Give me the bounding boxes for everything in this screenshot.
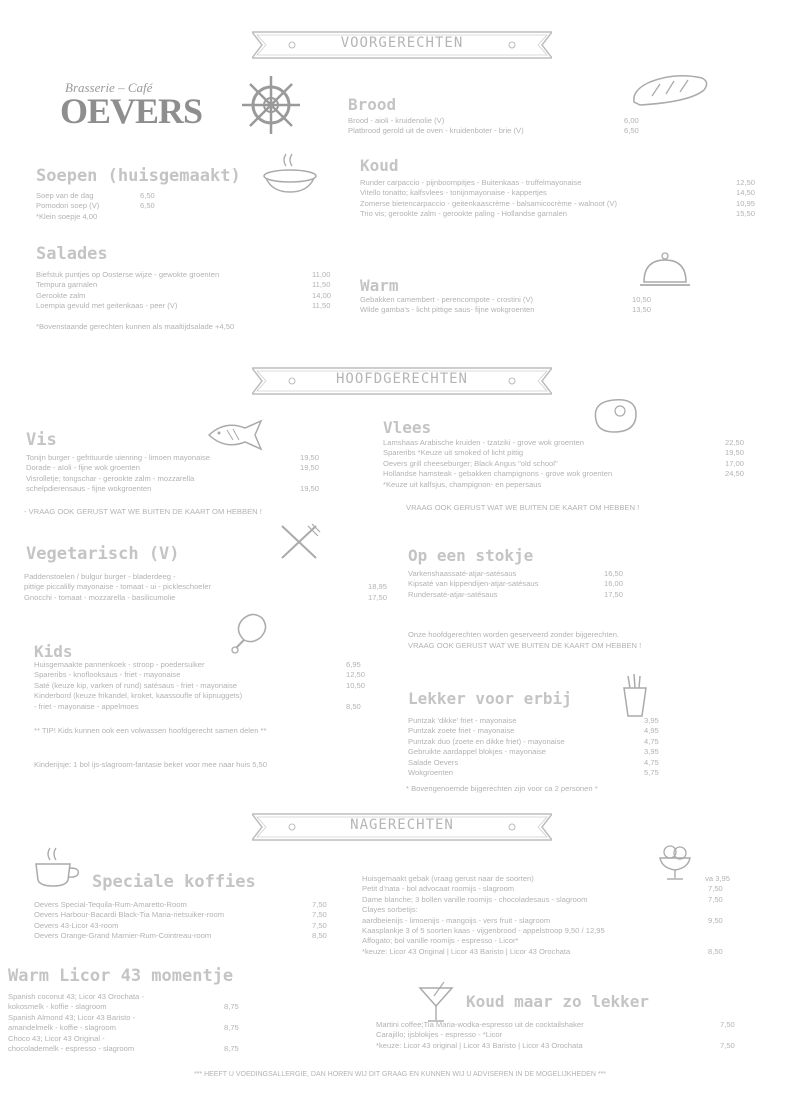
banner-title: HOOFDGERECHTEN bbox=[335, 371, 468, 387]
list-item bbox=[36, 212, 176, 222]
item-name: Biefstuk puntjes op Oosterse wijze - gewokte groenten bbox=[36, 270, 220, 279]
soepen-list bbox=[36, 191, 176, 222]
section-title-soepen: Soepen (huisgemaakt) bbox=[36, 166, 241, 186]
item-name: Wokgroenten bbox=[408, 767, 454, 777]
item-price: 11,50 bbox=[312, 301, 331, 311]
list-item bbox=[34, 931, 344, 941]
item-name: Saté (keuze kip, varken of rund) satésaus - friet - mayonaise bbox=[34, 680, 238, 690]
item-name: schelpdierensaus - fijne wokgroenten bbox=[26, 484, 152, 494]
fries-icon bbox=[620, 672, 650, 718]
list-item bbox=[24, 582, 394, 592]
koud-list bbox=[360, 178, 765, 220]
list-item bbox=[34, 702, 374, 712]
item-name: Loempia gevuld met geitenkaas - peer (V) bbox=[36, 301, 178, 311]
item-name: Gerookte zalm bbox=[36, 290, 86, 300]
list-item bbox=[362, 947, 732, 957]
item-price: 4,75 bbox=[644, 736, 659, 746]
list-item bbox=[24, 593, 394, 603]
list-item bbox=[34, 910, 344, 920]
item-name: Oevers Orange-Grand Marnier-Rum-Cointreau-room bbox=[34, 931, 212, 941]
item-name: Huisgemaakt gebak (vraag gerust naar de soorten) bbox=[362, 874, 534, 883]
item-name: Tonijn burger - gefrituurde uienring - limoen mayonaise bbox=[26, 453, 211, 462]
kids-list bbox=[34, 660, 374, 712]
item-name: Spareribs *Keuze uit smoked of licht pittig bbox=[383, 448, 524, 458]
list-item bbox=[408, 590, 638, 600]
list-item bbox=[36, 191, 176, 201]
banner-nagerechten bbox=[252, 812, 552, 842]
list-item bbox=[36, 291, 341, 301]
list-item bbox=[360, 199, 765, 209]
lekker-note: * Bovengenoemde bijgerechten zijn voor ca 2 personen * bbox=[406, 784, 598, 793]
list-item bbox=[36, 201, 176, 211]
dessert-list bbox=[362, 874, 732, 957]
list-item bbox=[36, 270, 341, 280]
stokje-note-2: VRAAG OOK GERUST WAT WE BUITEN DE KAART OM HEBBEN ! bbox=[408, 641, 642, 650]
section-title-lekker: Lekker voor erbij bbox=[408, 689, 572, 708]
section-title-koudlekker: Koud maar zo lekker bbox=[466, 992, 650, 1011]
list-item bbox=[36, 301, 341, 311]
list-item bbox=[383, 480, 768, 490]
vis-note: - VRAAG OOK GERUST WAT WE BUITEN DE KAART OM HEBBEN ! bbox=[24, 507, 262, 516]
list-item bbox=[383, 438, 768, 448]
item-price: 10,50 bbox=[346, 680, 366, 690]
list-item bbox=[34, 670, 374, 680]
item-price: 8,75 bbox=[224, 1043, 239, 1053]
item-price: 4,95 bbox=[644, 726, 659, 736]
item-price: 7,50 bbox=[720, 1020, 735, 1029]
item-name: Runder carpaccio - pijnboompitjes - Buitenkaas - truffelmayonaise bbox=[360, 178, 582, 187]
item-price: 17,00 bbox=[725, 458, 745, 468]
item-name: Spanish Almond 43; Licor 43 Baristo - bbox=[8, 1012, 136, 1022]
list-item bbox=[8, 1023, 258, 1033]
list-item bbox=[34, 660, 374, 670]
item-name: *Keuze uit kalfsjus, champignon- en pepersaus bbox=[383, 479, 542, 489]
item-name: Kipsaté van kippendijen-atjar-satésaus bbox=[408, 579, 539, 589]
item-price: 19,50 bbox=[300, 463, 320, 473]
list-item bbox=[383, 469, 768, 479]
item-name: Trio vis; gerookte zalm - gerookte paling - Hollandse garnalen bbox=[360, 209, 567, 219]
coffee-cup-icon bbox=[32, 846, 82, 890]
item-price: va 3,95 bbox=[705, 874, 730, 883]
list-item bbox=[376, 1020, 746, 1030]
item-name: Kaasplankje 3 of 5 soorten kaas - vijgenbrood - appelstroop 9,50 / 12,95 bbox=[362, 925, 605, 935]
item-name: Vitello tonatto; kalfsvlees - tonijnmayonaise - kappertjes bbox=[360, 188, 547, 198]
item-name: Gnocchi - tomaat - mozzarella - basilicumolie bbox=[24, 592, 176, 602]
item-price: 8,75 bbox=[224, 1023, 239, 1033]
item-price: 11,50 bbox=[312, 280, 331, 290]
list-item bbox=[348, 116, 648, 126]
item-name: Zomerse bietencarpaccio - geitenkaascrème - balsamicocrème - walnoot (V) bbox=[360, 198, 618, 208]
item-price: 7,50 bbox=[312, 900, 327, 909]
item-name: amandelmelk - koffie - slagroom bbox=[8, 1023, 116, 1033]
item-name: Varkenshaassaté-atjar-satésaus bbox=[408, 569, 517, 578]
item-price: 14,00 bbox=[312, 290, 332, 300]
soup-bowl-icon bbox=[262, 150, 318, 194]
item-name: Huisgemaakte pannenkoek - stroop - poedersuiker bbox=[34, 660, 205, 669]
salades-list bbox=[36, 270, 341, 312]
item-name: - friet - mayonaise - appelmoes bbox=[34, 701, 139, 711]
item-price: 6,00 bbox=[624, 116, 639, 125]
item-price: 8,50 bbox=[312, 931, 327, 941]
item-name: Puntzak duo (zoete en dikke friet) - mayonaise bbox=[408, 736, 565, 746]
list-item bbox=[34, 921, 344, 931]
item-price: 19,50 bbox=[300, 453, 320, 462]
item-price: 3,95 bbox=[644, 747, 659, 757]
list-item bbox=[26, 453, 331, 463]
item-price: 12,50 bbox=[736, 178, 756, 187]
section-title-brood: Brood bbox=[348, 95, 397, 114]
vis-list bbox=[26, 453, 331, 495]
vlees-note: VRAAG OOK GERUST WAT WE BUITEN DE KAART OM HEBBEN ! bbox=[406, 503, 640, 512]
item-name: Puntzak 'dikke' friet - mayonaise bbox=[408, 716, 517, 725]
item-name: Brood - aioli - kruidenolie (V) bbox=[348, 116, 445, 125]
item-name: Choco 43; Licor 43 Original - bbox=[8, 1033, 105, 1043]
item-name: Affogato; bol vanille roomijs - espresso - Licor* bbox=[362, 936, 519, 946]
item-price: 10,50 bbox=[632, 295, 652, 304]
item-price: 19,50 bbox=[300, 484, 320, 494]
item-name: *keuze: Licor 43 Original | Licor 43 Baristo | Licor 43 Orochata bbox=[362, 946, 571, 956]
salades-note: *Bovenstaande gerechten kunnen als maaltijdsalade +4,50 bbox=[36, 322, 235, 331]
item-price: 7,50 bbox=[312, 920, 327, 930]
item-name: kokosmelk - koffie - slagroom bbox=[8, 1002, 107, 1012]
list-item bbox=[408, 569, 638, 579]
item-name: Petit d'nata - bol advocaat roomijs - slagroom bbox=[362, 884, 515, 894]
item-price: 18,95 bbox=[368, 582, 388, 592]
logo-name: OEVERS bbox=[60, 91, 203, 131]
item-name: pittige piccalilly mayonaise - tomaat - ui - pickleschoeler bbox=[24, 582, 211, 592]
item-name: Puntzak zoete friet - mayonaise bbox=[408, 726, 515, 736]
list-item bbox=[362, 936, 732, 946]
list-item bbox=[348, 126, 648, 136]
list-item bbox=[24, 572, 394, 582]
item-price: 15,50 bbox=[736, 209, 756, 219]
item-name: *keuze: Licor 43 original | Licor 43 Baristo | Licor 43 Orochata bbox=[376, 1040, 583, 1050]
item-price: 6,50 bbox=[624, 126, 639, 136]
item-name: Gebakken camembert - perencompote - crostini (V) bbox=[360, 295, 534, 304]
item-name: aardbeienijs - limoenijs - mangoijs - vers fruit - slagroom bbox=[362, 915, 551, 925]
list-item bbox=[408, 758, 668, 768]
list-item bbox=[26, 474, 331, 484]
item-name: Dame blanche; 3 bollen vanille roomijs - chocoladesaus - slagroom bbox=[362, 894, 588, 904]
list-item bbox=[408, 737, 668, 747]
item-name: Gebruikte aardappel blokjes - mayonaise bbox=[408, 747, 547, 757]
item-name: Wilde gamba's - licht pittige saus- fijne wokgroenten bbox=[360, 305, 535, 315]
drumstick-icon bbox=[230, 610, 270, 654]
item-price: 10,95 bbox=[736, 198, 756, 208]
list-item bbox=[8, 1044, 258, 1054]
section-title-vis: Vis bbox=[26, 430, 57, 450]
list-item bbox=[376, 1041, 746, 1051]
item-price: 7,50 bbox=[312, 910, 327, 920]
section-title-stokje: Op een stokje bbox=[408, 546, 534, 565]
list-item bbox=[362, 884, 732, 894]
warm-list bbox=[360, 295, 660, 316]
cloche-icon bbox=[638, 250, 692, 292]
item-name: Paddenstoelen / bulgur burger - bladerdeeg - bbox=[24, 572, 176, 581]
item-price: 16,50 bbox=[604, 569, 624, 578]
item-name: Platbrood gerold uit de oven - kruidenboter - brie (V) bbox=[348, 126, 524, 136]
banner-title: NAGERECHTEN bbox=[350, 817, 454, 833]
list-item bbox=[26, 463, 331, 473]
list-item bbox=[8, 1034, 258, 1044]
item-name: Martini coffee;Tia Maria-wodka-espresso uit de cocktailshaker bbox=[376, 1020, 584, 1029]
item-price: 14,50 bbox=[736, 188, 756, 198]
kids-ijs: Kinderijsje: 1 bol ijs-slagroom-fantasie beker voor mee naar huis 5,50 bbox=[34, 760, 267, 769]
list-item bbox=[34, 900, 344, 910]
ship-wheel-icon bbox=[240, 74, 302, 136]
item-price: 7,50 bbox=[708, 894, 723, 904]
item-name: chocolademelk - espresso - slagroom bbox=[8, 1043, 135, 1053]
item-price: 4,75 bbox=[644, 757, 659, 767]
list-item bbox=[383, 459, 768, 469]
item-price: 8,50 bbox=[708, 946, 723, 956]
item-price: 13,50 bbox=[632, 305, 652, 315]
item-name: Oevers Harbour-Bacardi Black-Tia Maria-rietsuiker-room bbox=[34, 910, 225, 920]
list-item bbox=[362, 926, 732, 936]
item-price: 5,75 bbox=[644, 767, 659, 777]
item-price: 6,50 bbox=[140, 191, 155, 200]
koudlekker-list bbox=[376, 1020, 746, 1051]
bread-icon bbox=[630, 72, 710, 108]
footer-allergy-note: *** HEEFT U VOEDINGSALLERGIE, DAN HOREN WIJ DIT GRAAG EN KUNNEN WIJ U ADVISEREN IN DE MOGELIJKHEDEN *** bbox=[193, 1071, 607, 1078]
logo-subtitle: Brasserie – Café bbox=[65, 80, 153, 95]
list-item bbox=[408, 768, 668, 778]
list-item bbox=[360, 178, 765, 188]
brood-list bbox=[348, 116, 648, 137]
item-name: Tempura garnalen bbox=[36, 280, 98, 290]
list-item bbox=[408, 747, 668, 757]
item-price: 3,95 bbox=[644, 716, 659, 725]
banner-hoofdgerechten bbox=[252, 366, 552, 396]
item-price: 6,95 bbox=[346, 660, 361, 669]
item-name: Oevers Special-Tequila-Rum-Amaretto-Room bbox=[34, 900, 187, 909]
section-title-koffies: Speciale koffies bbox=[92, 872, 256, 892]
item-name: Oevers grill cheeseburger; Black Angus "old school" bbox=[383, 458, 558, 468]
item-price: 8,50 bbox=[346, 701, 361, 711]
sundae-icon bbox=[654, 842, 696, 882]
item-price: 17,50 bbox=[604, 589, 624, 599]
section-title-salades: Salades bbox=[36, 244, 108, 264]
item-name: Lamshaas Arabische kruiden - tzatziki - grove wok groenten bbox=[383, 438, 584, 447]
list-item bbox=[360, 305, 660, 315]
stokje-list bbox=[408, 569, 638, 600]
section-title-licor: Warm Licor 43 momentje bbox=[8, 966, 234, 986]
item-price: 12,50 bbox=[346, 670, 366, 680]
item-name: Kinderbord (keuze frikandel, kroket, kaassoufle of kipnuggets) bbox=[34, 691, 243, 701]
banner-title: VOORGERECHTEN bbox=[340, 35, 464, 51]
item-price: 8,75 bbox=[224, 1002, 239, 1012]
item-name: Dorade - aïoli - fijne wok groenten bbox=[26, 463, 140, 473]
licor-list bbox=[8, 992, 258, 1054]
item-price: 19,50 bbox=[725, 448, 745, 458]
item-price: 6,50 bbox=[140, 201, 155, 211]
list-item bbox=[408, 579, 638, 589]
item-name: Soep van de dag bbox=[36, 191, 94, 200]
item-name: Oevers 43-Licor 43-room bbox=[34, 920, 119, 930]
list-item bbox=[362, 895, 732, 905]
section-title-vegetarisch: Vegetarisch (V) bbox=[26, 544, 180, 564]
list-item bbox=[8, 1002, 258, 1012]
item-price: 16,00 bbox=[604, 579, 624, 589]
vlees-list bbox=[383, 438, 768, 490]
fork-knife-icon bbox=[276, 522, 322, 562]
kids-tip: ** TIP! Kids kunnen ook een volwassen hoofdgerecht samen delen ** bbox=[34, 726, 267, 735]
list-item bbox=[26, 484, 331, 494]
list-item bbox=[360, 209, 765, 219]
fish-icon bbox=[205, 418, 265, 452]
section-title-koud: Koud bbox=[360, 156, 399, 175]
list-item bbox=[34, 691, 374, 701]
section-title-kids: Kids bbox=[34, 642, 73, 661]
item-price: 7,50 bbox=[720, 1040, 735, 1050]
item-name: Carajillo; ijsblokjes - espresso - *Licor bbox=[376, 1030, 503, 1040]
vega-list bbox=[24, 572, 394, 603]
section-title-warm: Warm bbox=[360, 276, 399, 295]
banner-voorgerechten bbox=[252, 30, 552, 60]
item-price: 24,50 bbox=[725, 469, 745, 479]
list-item bbox=[8, 992, 258, 1002]
list-item bbox=[36, 280, 341, 290]
item-price: 17,50 bbox=[368, 592, 388, 602]
list-item bbox=[383, 448, 768, 458]
item-name: Clayes sorbetijs: bbox=[362, 905, 418, 915]
item-price: 9,50 bbox=[708, 915, 723, 925]
item-name: Spareribs - knoflooksaus - friet - mayonaise bbox=[34, 670, 181, 680]
item-price: 11,00 bbox=[312, 270, 331, 279]
list-item bbox=[408, 726, 668, 736]
item-price: 22,50 bbox=[725, 438, 745, 447]
steak-icon bbox=[590, 396, 640, 436]
list-item bbox=[362, 905, 732, 915]
list-item bbox=[376, 1030, 746, 1040]
item-name: Hollandse hamsteak - gebakken champignons - grove wok groenten bbox=[383, 469, 613, 479]
list-item bbox=[8, 1013, 258, 1023]
item-price: 7,50 bbox=[708, 884, 723, 894]
item-name: Rundersaté-atjar-satésaus bbox=[408, 589, 498, 599]
item-name: Pomodori soep (V) bbox=[36, 201, 100, 211]
item-name: Salade Oevers bbox=[408, 757, 459, 767]
lekker-list bbox=[408, 716, 668, 778]
list-item bbox=[360, 188, 765, 198]
item-name: Spanish coconut 43; Licor 43 Orochata - bbox=[8, 992, 144, 1001]
section-title-vlees: Vlees bbox=[383, 418, 432, 437]
list-item bbox=[408, 716, 668, 726]
koffies-list bbox=[34, 900, 344, 942]
list-item bbox=[34, 681, 374, 691]
list-item bbox=[360, 295, 660, 305]
item-name: *Klein soepje 4,00 bbox=[36, 211, 98, 221]
cocktail-glass-icon bbox=[416, 980, 456, 1024]
item-name: Visrolletje; tongschar - gerookte zalm - mozzarella bbox=[26, 473, 195, 483]
stokje-note-1: Onze hoofdgerechten worden geserveerd zonder bijgerechten. bbox=[408, 630, 620, 639]
list-item bbox=[362, 916, 732, 926]
